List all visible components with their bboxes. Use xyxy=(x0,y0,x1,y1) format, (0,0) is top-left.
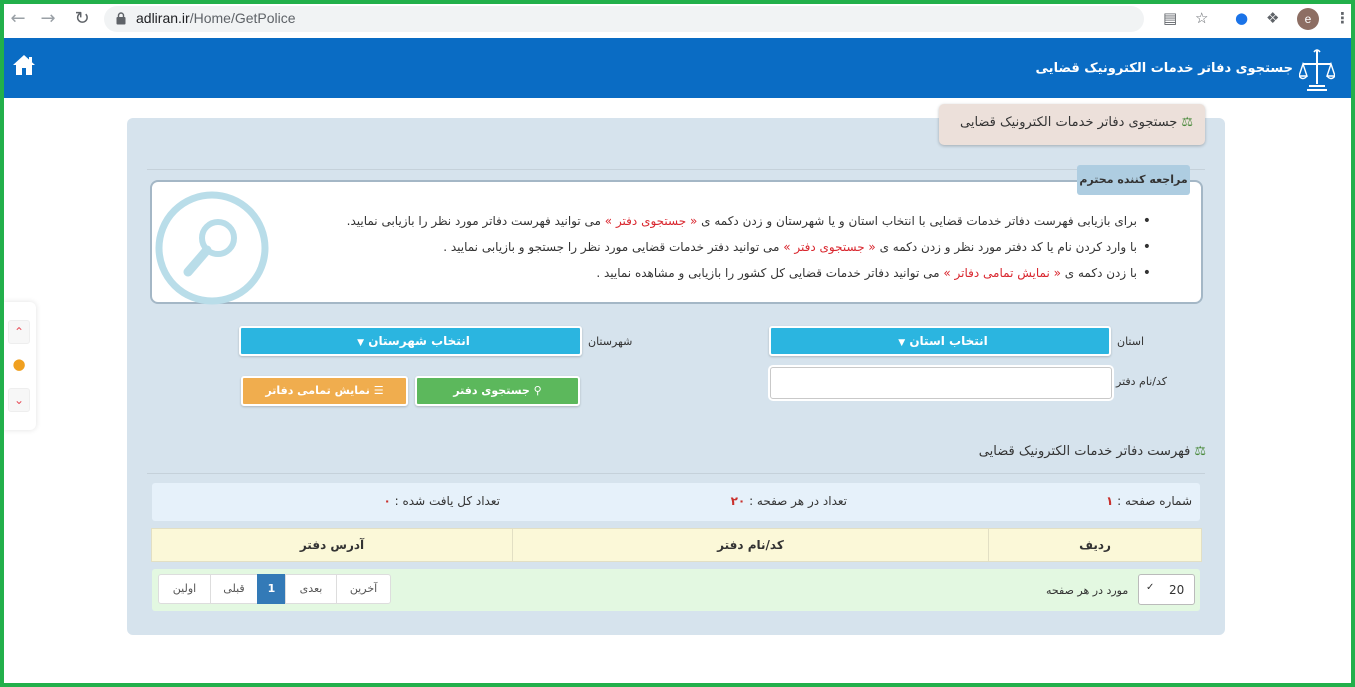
puzzle-icon[interactable]: ❖ xyxy=(1266,9,1280,27)
chevron-down-icon: ✓ xyxy=(1146,582,1155,593)
page-last-button[interactable]: آخرین xyxy=(336,574,391,604)
pagination-bar xyxy=(152,569,1200,611)
results-table xyxy=(151,528,1202,562)
url-text xyxy=(136,10,296,26)
table-header-row xyxy=(152,529,1202,562)
scale-icon: ⚖ xyxy=(1181,115,1193,130)
divider xyxy=(147,169,1205,170)
address-bar[interactable] xyxy=(104,6,1144,32)
menu-dots-icon[interactable]: ⋮ xyxy=(1335,9,1350,27)
per-page-stat xyxy=(731,494,847,508)
province-label: استان xyxy=(1117,335,1145,348)
site-title: جستجوی دفاتر خدمات الکترونیک قضایی xyxy=(1035,61,1293,76)
search-button-label: جستجوی دفتر xyxy=(453,384,530,397)
column-header-row-number[interactable]: ردیف xyxy=(989,529,1202,562)
scroll-up-icon[interactable]: ⌃ xyxy=(8,320,30,344)
info-list xyxy=(347,212,1151,290)
province-select-value: انتخاب استان xyxy=(909,334,988,348)
office-label: کد/نام دفتر xyxy=(1116,375,1167,388)
stat-value: ۰ xyxy=(383,494,391,508)
info-text: برای بازیابی فهرست دفاتر خدمات قضایی با انتخاب استان و یا شهرستان و زدن دکمه ی xyxy=(697,214,1137,228)
panel-tab xyxy=(939,104,1205,145)
per-page-select[interactable] xyxy=(1138,574,1195,605)
lock-icon xyxy=(116,12,126,25)
search-icon: ⚲ xyxy=(533,384,542,397)
info-text: با وارد کردن نام یا کد دفتر مورد نظر و زدن دکمه ی xyxy=(875,240,1137,254)
stat-label: شماره صفحه : xyxy=(1117,494,1192,508)
forward-icon[interactable]: → xyxy=(40,8,56,29)
results-title-text: فهرست دفاتر خدمات الکترونیک قضایی xyxy=(978,444,1191,459)
judiciary-scale-logo-icon xyxy=(1299,46,1335,92)
office-input[interactable] xyxy=(770,367,1112,399)
per-page-select-label: مورد در هر صفحه xyxy=(1046,584,1129,597)
city-select[interactable] xyxy=(239,326,582,356)
reload-icon[interactable]: ↻ xyxy=(74,8,90,29)
search-magnifier-icon xyxy=(154,190,270,306)
url-host: adliran.ir xyxy=(136,10,190,26)
column-header-office-address[interactable]: آدرس دفتر xyxy=(152,529,513,562)
list-icon: ☰ xyxy=(373,384,384,397)
caret-down-icon: ▼ xyxy=(357,338,365,348)
info-item xyxy=(347,238,1151,264)
show-all-button-label: نمایش تمامی دفاتر xyxy=(265,384,370,397)
translate-icon[interactable]: ▤ xyxy=(1163,9,1178,27)
page-first-button[interactable]: اولین xyxy=(158,574,211,604)
info-box xyxy=(150,180,1203,304)
drop-icon[interactable]: ● xyxy=(8,352,30,376)
show-all-button[interactable] xyxy=(241,376,408,406)
results-title xyxy=(979,444,1206,459)
city-select-value: انتخاب شهرستان xyxy=(368,334,470,348)
side-widget xyxy=(4,302,36,430)
province-select[interactable] xyxy=(769,326,1111,356)
scale-icon: ⚖ xyxy=(1194,444,1206,459)
info-item xyxy=(347,264,1151,290)
info-text: می توانید دفتر خدمات قضایی مورد نظر را جستجو و بازیابی نمایید . xyxy=(443,240,784,254)
info-highlight: « نمایش تمامی دفاتر » xyxy=(943,266,1061,280)
page-current-button[interactable]: 1 xyxy=(257,574,286,604)
divider xyxy=(147,473,1205,474)
browser-toolbar xyxy=(0,0,1355,38)
page-number-stat xyxy=(1106,494,1192,508)
info-item xyxy=(347,212,1151,238)
stat-label: تعداد در هر صفحه : xyxy=(749,494,847,508)
scroll-down-icon[interactable]: ⌄ xyxy=(8,388,30,412)
info-text: می توانید فهرست دفاتر مورد نظر را بازیابی نمایید. xyxy=(346,214,605,228)
stat-label: تعداد کل یافت شده : xyxy=(394,494,500,508)
page-next-button[interactable]: بعدی xyxy=(285,574,337,604)
caret-down-icon: ▼ xyxy=(898,338,906,348)
search-button[interactable] xyxy=(415,376,580,406)
extension-badge-icon[interactable]: ● xyxy=(1235,9,1249,27)
column-header-office-name[interactable]: کد/نام دفتر xyxy=(513,529,989,562)
profile-avatar[interactable]: e xyxy=(1297,8,1319,30)
info-label: مراجعه کننده محترم xyxy=(1077,165,1190,195)
star-icon[interactable]: ☆ xyxy=(1195,9,1209,27)
page-prev-button[interactable]: قبلی xyxy=(210,574,258,604)
panel-tab-title: جستجوی دفاتر خدمات الکترونیک قضایی xyxy=(959,115,1178,130)
info-highlight: « جستجوی دفتر » xyxy=(604,214,698,228)
site-header xyxy=(4,38,1351,98)
pagination xyxy=(159,574,391,604)
stat-value: ۱ xyxy=(1106,494,1114,508)
url-path: /Home/GetPolice xyxy=(189,10,296,26)
home-icon[interactable] xyxy=(12,54,36,76)
per-page-select-value: 20 xyxy=(1169,583,1185,597)
total-found-stat xyxy=(383,494,500,508)
city-label: شهرستان xyxy=(588,335,633,348)
info-highlight: « جستجوی دفتر » xyxy=(783,240,876,254)
results-stats xyxy=(152,483,1200,521)
stat-value: ۲۰ xyxy=(730,494,746,508)
info-text: می توانید دفاتر خدمات قضایی کل کشور را بازیابی و مشاهده نمایید . xyxy=(596,266,944,280)
back-icon[interactable]: ← xyxy=(10,8,26,29)
info-text: با زدن دکمه ی xyxy=(1060,266,1137,280)
